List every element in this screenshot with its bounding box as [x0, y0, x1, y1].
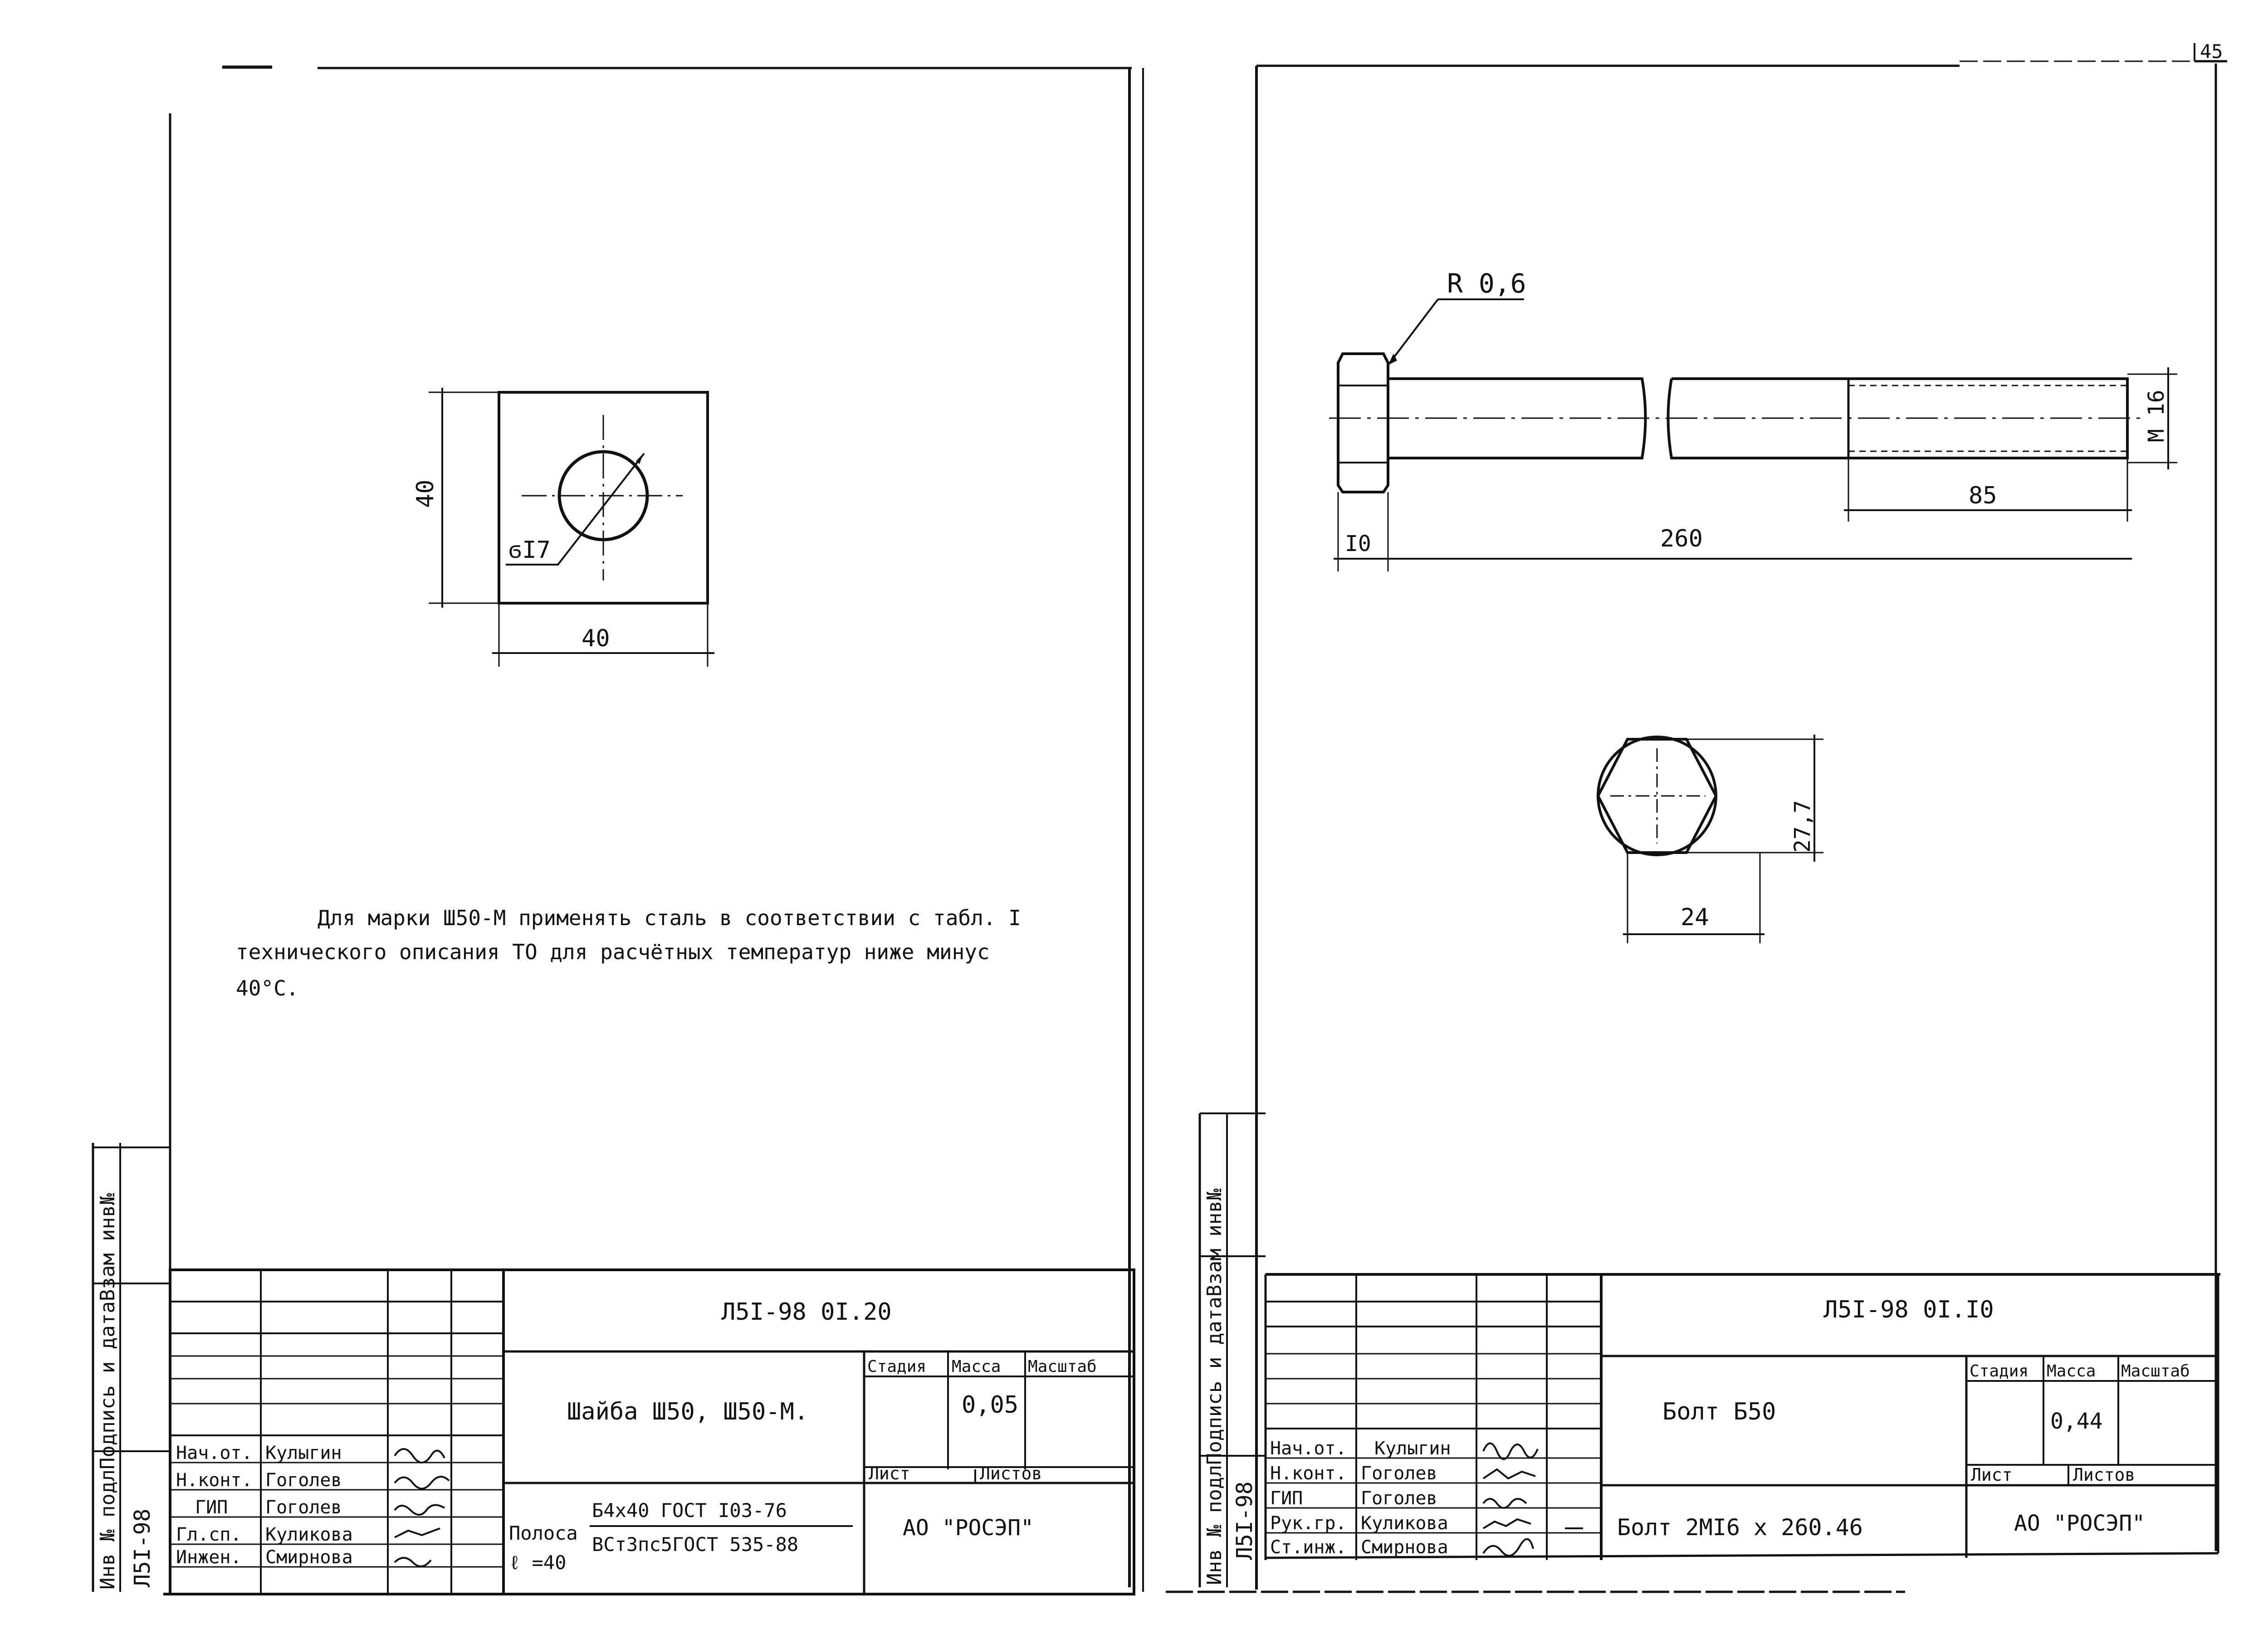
thread-length-label: 85 [1969, 482, 1997, 509]
note-line-1: Для марки Ш50-М применять сталь в соответствии с табл. I [318, 906, 1021, 930]
left-length: ℓ =40 [509, 1551, 567, 1574]
left-scale-label: Масштаб [1028, 1357, 1097, 1376]
left-company: АО "РОСЭП" [903, 1515, 1034, 1541]
right-role-5: Ст.инж. [1270, 1537, 1347, 1558]
bolt-drawing [1329, 268, 2177, 571]
across-flats-label: 24 [1681, 904, 1709, 931]
washer-width-label: 40 [582, 625, 610, 652]
right-side-stamp-code: Л5I-98 [1232, 1481, 1257, 1560]
note-line-2: технического описания ТО для расчётных температур ниже минус [236, 940, 990, 964]
page-number-box [1960, 40, 2227, 63]
left-name-1: Кулыгин [265, 1443, 342, 1463]
right-title-block [1266, 1274, 2220, 1560]
right-name-5: Смирнова [1361, 1537, 1448, 1558]
page-number: 45 [2200, 40, 2223, 63]
left-role-5: Инжен. [176, 1547, 242, 1568]
right-doc-code: Л5I-98 0I.I0 [1823, 1296, 1994, 1323]
left-name-4: Куликова [265, 1524, 353, 1545]
left-name-2: Гоголев [265, 1470, 342, 1491]
left-material-prefix: Полоса [509, 1522, 578, 1544]
left-role-1: Нач.от. [176, 1443, 253, 1463]
right-company: АО "РОСЭП" [2014, 1511, 2145, 1536]
left-mass-value: 0,05 [962, 1391, 1019, 1419]
right-mass-value: 0,44 [2050, 1409, 2103, 1434]
right-designation: Болт 2МI6 х 260.46 [1617, 1514, 1863, 1541]
left-sheets-label: Листов [980, 1463, 1042, 1483]
thread-label: М 16 [2144, 390, 2169, 442]
head-height-label: I0 [1345, 531, 1371, 556]
across-corners-label: 27,7 [1790, 800, 1815, 853]
right-name-1: Кулыгин [1374, 1438, 1451, 1459]
right-sheet-label: Лист [1971, 1465, 2013, 1485]
right-name-4: Куликова [1361, 1513, 1448, 1534]
bolt-length-label: 260 [1660, 525, 1703, 552]
left-stage-label: Стадия [867, 1357, 927, 1376]
left-part-name: Шайба Ш50, Ш50-М. [567, 1398, 809, 1425]
right-signatures [1483, 1444, 1538, 1556]
hex-head-view [1598, 735, 1823, 943]
left-role-4: Гл.сп. [176, 1524, 242, 1545]
left-name-3: Гоголев [265, 1497, 342, 1518]
note-line-3: 40°С. [236, 976, 299, 1000]
right-sheets-label: Листов [2073, 1465, 2136, 1485]
left-side-stamp-code: Л5I-98 [130, 1508, 155, 1587]
left-role-2: Н.конт. [176, 1470, 253, 1491]
right-scale-label: Масштаб [2121, 1362, 2190, 1380]
right-name-2: Гоголев [1361, 1463, 1437, 1484]
left-doc-code: Л5I-98 0I.20 [721, 1298, 892, 1326]
right-name-3: Гоголев [1361, 1488, 1437, 1509]
right-role-4: Рук.гр. [1270, 1513, 1347, 1534]
right-part-name: Болт Б50 [1662, 1398, 1776, 1425]
radius-callout-label: R 0,6 [1447, 268, 1526, 299]
left-material-top: Б4х40 ГОСТ I03-76 [592, 1499, 787, 1522]
right-role-1: Нач.от. [1270, 1438, 1347, 1459]
left-mass-label: Масса [952, 1357, 1001, 1376]
left-role-3: ГИП [195, 1497, 228, 1518]
right-role-3: ГИП [1270, 1488, 1303, 1509]
left-material-bottom: ВСт3пс5ГОСТ 535-88 [592, 1533, 799, 1556]
steel-note [236, 906, 1021, 1000]
left-title-block [170, 1270, 1134, 1594]
right-stage-label: Стадия [1970, 1362, 2029, 1380]
left-side-stamp-text: Инв № подлПодпись и датаВзам инв№ [96, 1193, 119, 1590]
left-name-5: Смирнова [265, 1547, 353, 1568]
hole-diameter-label: ϭI7 [508, 537, 551, 564]
right-side-stamp-text: Инв № подлПодпись и датаВзам инв№ [1203, 1188, 1226, 1585]
washer-drawing [412, 388, 714, 667]
right-mass-label: Масса [2047, 1362, 2096, 1380]
right-role-2: Н.конт. [1270, 1463, 1347, 1484]
washer-height-label: 40 [412, 479, 439, 508]
left-signatures [395, 1449, 449, 1566]
left-sheet-label: Лист [869, 1463, 910, 1483]
left-side-stamp [93, 1143, 170, 1592]
